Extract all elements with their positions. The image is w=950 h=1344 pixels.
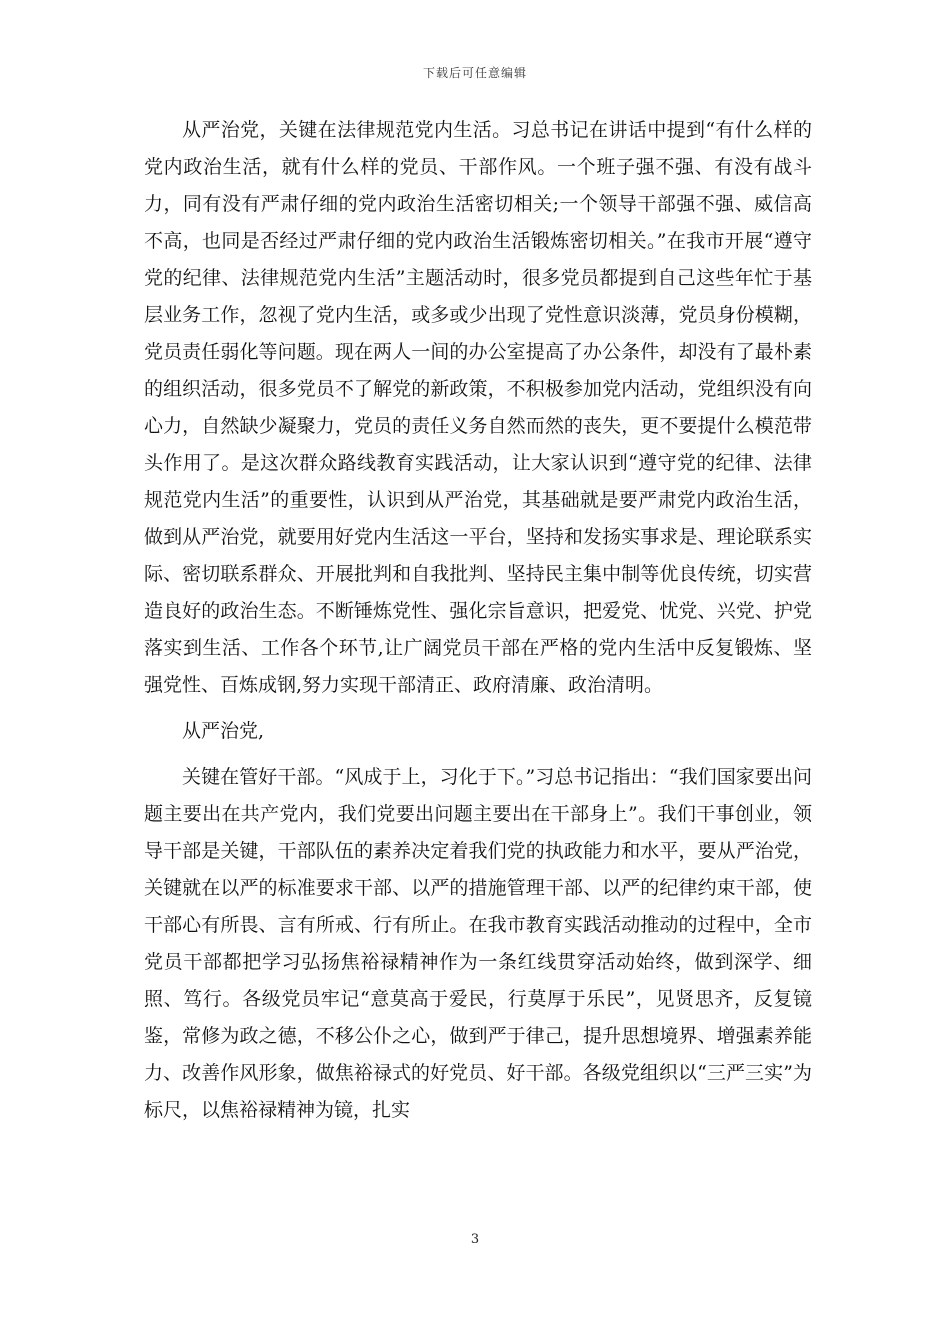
paragraph: 从严治党,	[182, 720, 265, 742]
page-number: 3	[470, 1232, 480, 1247]
page-header: 下载后可任意编辑	[422, 66, 527, 80]
paragraph: 关键在管好干部。“风成于上，习化于下。”习总书记指出：“我们国家要出问题主要出在共产党内，我们党要出问题主要出在干部身上”。我们干事创业，领导干部是关键，干部队伍的素养决定着我们党的执政能力和水平，要从严治党，关键就在以严的标准要求干部、以严的措施管理干部、以严的纪律约束干部，使干部心有所畏、言有所戒、行有所止。在我市教育实践活动推动的过程中，全市党员干部都把学习弘扬焦裕禄精神作为一条红线贯穿活动始终，做到深学、细照、笃行。各级党员牢记“意莫高于爱民，行莫厚于乐民”，见贤思齐，反复镜鉴，常修为政之德，不移公仆之心，做到严于律己，提升思想境界、增强素养能力、改善作风形象，做焦裕禄式的好党员、好干部。各级党组织以“三严三实”为标尺，以焦裕禄精神为镜，扎实	[144, 766, 812, 1121]
document-body	[144, 112, 812, 1138]
paragraph: 从严治党，关键在法律规范党内生活。习总书记在讲话中提到“有什么样的党内政治生活，就有什么样的党员、干部作风。一个班子强不强、有没有战斗力，同有没有严肃仔细的党内政治生活密切相关;一个领导干部强不强、威信高不高，也同是否经过严肃仔细的党内政治生活锻炼密切相关。”在我市开展“遵守党的纪律、法律规范党内生活”主题活动时，很多党员都提到自己这些年忙于基层业务工作，忽视了党内生活，或多或少出现了党性意识淡薄，党员身份模糊，党员责任弱化等问题。现在两人一间的办公室提高了办公条件，却没有了最朴素的组织活动，很多党员不了解党的新政策，不积极参加党内活动，党组织没有向心力，自然缺少凝聚力，党员的责任义务自然而然的丧失，更不要提什么模范带头作用了。是这次群众路线教育实践活动，让大家认识到“遵守党的纪律、法律规范党内生活”的重要性，认识到从严治党，其基础就是要严肃党内政治生活，做到从严治党，就要用好党内生活这一平台，坚持和发扬实事求是、理论联系实际、密切联系群众、开展批判和自我批判、坚持民主集中制等优良传统，切实营造良好的政治生态。不断锤炼党性、强化宗旨意识，把爱党、忧党、兴党、护党落实到生活、工作各个环节,让广阔党员干部在严格的党内生活中反复锻炼、坚强党性、百炼成钢,努力实现干部清正、政府清廉、政治清明。	[144, 119, 812, 696]
